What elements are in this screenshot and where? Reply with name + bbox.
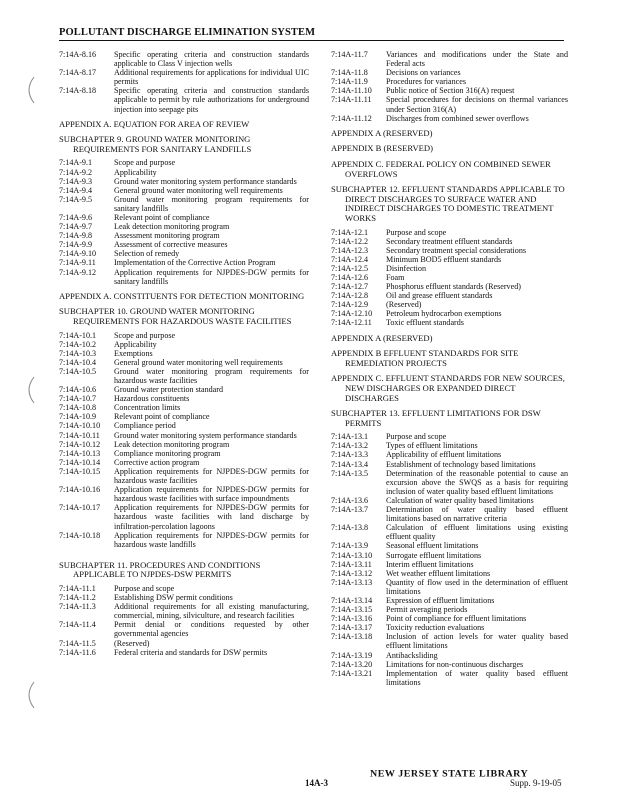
section-number: 7:14A-13.10 (331, 550, 373, 560)
toc-entry (331, 318, 568, 327)
toc-entry (331, 660, 568, 669)
section-title: Ground water protection standard (114, 385, 224, 395)
section-title: Secondary treatment special considerations (386, 245, 527, 255)
section-title: Leak detection monitoring program (114, 439, 230, 449)
section-number: 7:14A-13.12 (331, 568, 373, 578)
section-number: 7:14A-10.9 (59, 412, 97, 422)
toc-entry (59, 222, 309, 231)
toc-entry (331, 614, 568, 623)
section-number: 7:14A-12.5 (331, 263, 369, 273)
toc-entry (331, 505, 568, 523)
section-number: 7:14A-9.5 (59, 194, 93, 204)
toc-entry (59, 249, 309, 258)
toc-entry (331, 255, 568, 264)
section-title: Public notice of Section 316(A) request (386, 86, 515, 96)
running-header (59, 27, 564, 41)
section-title: Relevant point of compliance (114, 213, 210, 222)
section-number: 7:14A-10.1 (59, 330, 97, 340)
toc-entry (59, 331, 309, 340)
spacer (59, 549, 309, 555)
section-number: 7:14A-10.12 (59, 439, 101, 449)
toc-entry (59, 412, 309, 421)
toc-entry (331, 68, 568, 77)
section-title: Ground water monitoring system performance standards (114, 430, 297, 440)
supplement-date: Supp. 9-19-05 (510, 778, 562, 788)
section-title: Decisions on variances (386, 68, 461, 78)
section-title: Toxic effluent standards (386, 318, 464, 328)
section-title: Applicability of effluent limitations (386, 450, 502, 460)
library-stamp: NEW JERSEY STATE LIBRARY (370, 769, 529, 780)
toc-entry (331, 605, 568, 614)
section-title: Types of effluent limitations (386, 441, 478, 451)
toc-entry (59, 403, 309, 412)
section-number: 7:14A-10.2 (59, 339, 97, 349)
toc-entry (59, 268, 309, 286)
toc-entry (331, 469, 568, 496)
section-title: Application requirements for NJPDES-DGW permits for hazardous waste landfills (114, 530, 309, 549)
section-title: Toxicity reduction evaluations (386, 623, 485, 633)
section-heading: APPENDIX A. EQUATION FOR AREA OF REVIEW (59, 118, 250, 129)
section-title: General ground water monitoring well requirements (114, 357, 283, 367)
section-number: 7:14A-11.11 (331, 95, 372, 105)
section-number: 7:14A-8.18 (59, 86, 97, 96)
toc-entry (331, 441, 568, 450)
section-number: 7:14A-10.6 (59, 385, 97, 395)
section-number: 7:14A-10.18 (59, 530, 101, 540)
section-title: Application requirements for NJPDES-DGW permits for hazardous waste facilities with surface impoundments (114, 485, 309, 504)
section-number: 7:14A-12.9 (331, 300, 369, 310)
toc-entry (59, 358, 309, 367)
section-title: Specific operating criteria and construction standards applicable to Class V injection wells (114, 50, 309, 69)
section-number: 7:14A-13.7 (331, 505, 369, 515)
section-title: Application requirements for NJPDES-DGW permits for hazardous waste facilities with land discharge by infiltration-percolation lagoons (114, 503, 309, 531)
section-title: Implementation of water quality based effluent limitations (386, 668, 568, 687)
section-number: 7:14A-11.8 (331, 68, 368, 78)
toc-entry (331, 523, 568, 541)
section-number: 7:14A-10.5 (59, 366, 97, 376)
toc-entry (59, 648, 309, 657)
section-title: Calculation of water quality based limitations (386, 495, 534, 505)
section-number: 7:14A-11.7 (331, 50, 368, 59)
section-number: 7:14A-13.16 (331, 614, 373, 624)
section-title: Inclusion of action levels for water quality based effluent limitations (386, 632, 568, 651)
toc-entry (331, 496, 568, 505)
section-heading: SUBCHAPTER 11. PROCEDURES AND CONDITIONS APPLICABLE TO NJPDES-DSW PERMITS (59, 559, 261, 580)
section-title: Relevant point of compliance (114, 412, 210, 422)
toc-entry (331, 114, 568, 123)
binder-hole-mark-bottom (20, 680, 40, 710)
section-title: Exemptions (114, 348, 153, 358)
section-title: Scope and purpose (114, 158, 176, 168)
section-number: 7:14A-13.9 (331, 541, 369, 551)
section-title: Specific operating criteria and construction standards applicable to permit by rule authorizations for underground injection into seepage pits (114, 86, 309, 114)
header-title: POLLUTANT DISCHARGE ELIMINATION SYSTEM (59, 27, 316, 38)
left-column (59, 50, 309, 657)
section-title: Determination of water quality based effluent limitations based on narrative criteria (386, 505, 568, 524)
section-number: 7:14A-10.4 (59, 357, 97, 367)
section-number: 7:14A-10.3 (59, 348, 97, 358)
toc-entry (331, 560, 568, 569)
section-number: 7:14A-12.7 (331, 282, 369, 292)
toc-entry (59, 258, 309, 267)
binder-hole-mark-middle (20, 375, 40, 405)
section-number: 7:14A-9.4 (59, 185, 93, 195)
section-title: Special procedures for decisions on thermal variances under Section 316(A) (386, 95, 568, 114)
toc-entry (331, 632, 568, 650)
section-number: 7:14A-13.15 (331, 605, 373, 615)
section-number: 7:14A-13.18 (331, 632, 373, 642)
section-title: Implementation of the Corrective Action Program (114, 258, 276, 268)
section-number: 7:14A-13.6 (331, 495, 369, 505)
section-number: 7:14A-10.14 (59, 457, 101, 467)
section-title: Point of compliance for effluent limitations (386, 614, 527, 624)
section-number: 7:14A-11.1 (59, 583, 96, 593)
section-title: Permit averaging periods (386, 605, 468, 615)
section-title: Applicability (114, 167, 157, 177)
section-number: 7:14A-10.17 (59, 503, 101, 513)
section-heading: SUBCHAPTER 10. GROUND WATER MONITORING REQUIREMENTS FOR HAZARDOUS WASTE FACILITIES (59, 306, 292, 326)
toc-entry (331, 578, 568, 596)
toc-entry (59, 213, 309, 222)
section-title: Scope and purpose (114, 330, 176, 340)
section-number: 7:14A-13.8 (331, 523, 369, 533)
section-number: 7:14A-12.2 (331, 236, 369, 246)
section-number: 7:14A-10.10 (59, 421, 101, 431)
section-heading: APPENDIX A (RESERVED) (331, 127, 433, 138)
toc-entry (331, 291, 568, 300)
section-number: 7:14A-13.17 (331, 623, 373, 633)
toc-entry (59, 68, 309, 86)
section-number: 7:14A-11.2 (59, 593, 96, 603)
section-title: Minimum BOD5 effluent standards (386, 254, 502, 264)
section-title: Variances and modifications under the State and Federal acts (386, 50, 568, 69)
section-title: Purpose and scope (386, 432, 447, 442)
section-title: Concentration limits (114, 403, 181, 413)
section-title: Additional requirements for all existing manufacturing, commercial, mining, silviculture, and research facilities (114, 602, 309, 621)
section-title: Purpose and scope (386, 227, 447, 237)
section-title: (Reserved) (386, 300, 422, 310)
toc-entry (331, 432, 568, 441)
toc-entry (331, 669, 568, 687)
toc-entry (59, 503, 309, 530)
section-number: 7:14A-11.12 (331, 113, 372, 123)
section-title: Establishment of technology based limitations (386, 459, 536, 469)
toc-entry (59, 602, 309, 620)
right-column (331, 50, 568, 687)
section-title: Federal criteria and standards for DSW permits (114, 647, 268, 657)
toc-entry (59, 177, 309, 186)
section-number: 7:14A-13.2 (331, 441, 369, 451)
section-title: Purpose and scope (114, 583, 175, 593)
page-number: 14A-3 (305, 778, 328, 788)
section-title: Determination of the reasonable potential to cause an excursion above the SWQS as a basis for requiring inclusion of water quality based effluent limitations (386, 468, 568, 496)
section-title: Interim effluent limitations (386, 559, 474, 569)
section-number: 7:14A-11.6 (59, 647, 96, 657)
section-number: 7:14A-9.11 (59, 258, 96, 268)
toc-entry (59, 394, 309, 403)
section-number: 7:14A-10.8 (59, 403, 97, 413)
section-number: 7:14A-12.10 (331, 309, 373, 319)
section-title: (Reserved) (114, 638, 150, 648)
section-title: Ground water monitoring program requirements for sanitary landfills (114, 194, 309, 213)
section-heading: SUBCHAPTER 12. EFFLUENT STANDARDS APPLICABLE TO DIRECT DISCHARGES TO SURFACE WATER AND INDIRECT DISCHARGES TO DOMESTIC TREATMENT WORKS (331, 184, 565, 223)
toc-entry (59, 349, 309, 358)
toc-entry (331, 237, 568, 246)
section-title: Discharges from combined sewer overflows (386, 113, 529, 123)
toc-entry (331, 309, 568, 318)
section-number: 7:14A-12.6 (331, 272, 369, 282)
toc-entry (59, 367, 309, 385)
section-number: 7:14A-12.8 (331, 291, 369, 301)
section-title: Antibacksliding (386, 650, 438, 660)
toc-entry (59, 168, 309, 177)
section-title: Limitations for non-continuous discharges (386, 659, 524, 669)
toc-entry (59, 421, 309, 430)
toc-entry (331, 77, 568, 86)
section-number: 7:14A-13.5 (331, 468, 369, 478)
binder-hole-mark-top (20, 75, 40, 105)
toc-entry (59, 340, 309, 349)
toc-entry (331, 541, 568, 550)
section-heading: APPENDIX A (RESERVED) (331, 332, 433, 343)
toc-entry (59, 50, 309, 68)
toc-entry (59, 195, 309, 213)
section-number: 7:14A-8.16 (59, 50, 97, 59)
section-number: 7:14A-10.15 (59, 466, 101, 476)
section-heading: APPENDIX C. FEDERAL POLICY ON COMBINED SEWER OVERFLOWS (331, 158, 551, 179)
section-number: 7:14A-10.16 (59, 485, 101, 495)
section-number: 7:14A-11.9 (331, 77, 368, 87)
section-number: 7:14A-8.17 (59, 68, 97, 78)
section-number: 7:14A-13.20 (331, 659, 373, 669)
toc-entry (59, 467, 309, 485)
section-title: Foam (386, 272, 405, 282)
toc-entry (59, 231, 309, 240)
section-title: Secondary treatment effluent standards (386, 236, 513, 246)
toc-entry (331, 273, 568, 282)
section-number: 7:14A-9.8 (59, 231, 93, 241)
section-number: 7:14A-9.12 (59, 267, 97, 277)
section-number: 7:14A-10.13 (59, 448, 101, 458)
section-heading: SUBCHAPTER 13. EFFLUENT LIMITATIONS FOR DSW PERMITS (331, 408, 541, 428)
toc-entry (59, 158, 309, 167)
section-title: Applicability (114, 339, 157, 349)
section-number: 7:14A-9.9 (59, 240, 93, 250)
toc-entry (331, 596, 568, 605)
section-title: Compliance monitoring program (114, 448, 221, 458)
section-number: 7:14A-9.3 (59, 176, 93, 186)
section-number: 7:14A-11.4 (59, 620, 96, 630)
section-number: 7:14A-13.3 (331, 450, 369, 460)
section-number: 7:14A-13.4 (331, 459, 369, 469)
toc-entry (59, 620, 309, 638)
section-heading: APPENDIX A. CONSTITUENTS FOR DETECTION MONITORING (59, 290, 305, 301)
section-number: 7:14A-13.19 (331, 650, 373, 660)
toc-entry (331, 86, 568, 95)
toc-entry (331, 282, 568, 291)
section-number: 7:14A-13.14 (331, 595, 373, 605)
toc-entry (59, 449, 309, 458)
section-number: 7:14A-11.5 (59, 638, 96, 648)
section-title: Calculation of effluent limitations using existing effluent quality (386, 523, 568, 542)
toc-entry (59, 240, 309, 249)
section-heading: APPENDIX C. EFFLUENT STANDARDS FOR NEW SOURCES, NEW DISCHARGES OR EXPANDED DIRECT DISCHARGES (331, 373, 565, 403)
toc-entry (59, 186, 309, 195)
section-title: Application requirements for NJPDES-DGW permits for hazardous waste facilities (114, 466, 309, 486)
section-title: Oil and grease effluent standards (386, 291, 493, 301)
section-number: 7:14A-11.10 (331, 86, 372, 96)
section-title: Selection of remedy (114, 249, 180, 259)
section-number: 7:14A-12.3 (331, 245, 369, 255)
section-title: Assessment of corrective measures (114, 240, 228, 250)
section-title: Hazardous constituents (114, 394, 190, 404)
section-title: Procedures for variances (386, 77, 467, 87)
section-title: Ground water monitoring program requirements for hazardous waste facilities (114, 366, 309, 385)
toc-entry (59, 440, 309, 449)
section-number: 7:14A-11.3 (59, 602, 96, 612)
section-number: 7:14A-12.11 (331, 318, 372, 328)
toc-entry (331, 450, 568, 459)
toc-entry (331, 623, 568, 632)
section-number: 7:14A-12.4 (331, 254, 369, 264)
section-heading: SUBCHAPTER 9. GROUND WATER MONITORING REQUIREMENTS FOR SANITARY LANDFILLS (59, 134, 252, 154)
section-number: 7:14A-9.6 (59, 213, 93, 222)
toc-entry (331, 551, 568, 560)
section-title: Permit denial or conditions requested by other governmental agencies (114, 620, 309, 639)
toc-entry (59, 485, 309, 503)
toc-entry (59, 584, 309, 593)
section-number: 7:14A-10.7 (59, 394, 97, 404)
toc-entry (331, 300, 568, 309)
section-number: 7:14A-13.1 (331, 432, 369, 442)
toc-entry (59, 639, 309, 648)
section-title: Disinfection (386, 263, 427, 273)
section-heading: APPENDIX B EFFLUENT STANDARDS FOR SITE REMEDIATION PROJECTS (331, 348, 519, 368)
toc-entry (59, 86, 309, 113)
section-title: Phosphorus effluent standards (Reserved) (386, 282, 521, 292)
toc-entry (331, 246, 568, 255)
section-title: Quantity of flow used in the determination of effluent limitations (386, 577, 568, 596)
section-title: Establishing DSW permit conditions (114, 593, 233, 603)
toc-entry (59, 431, 309, 440)
section-heading: APPENDIX B (RESERVED) (331, 143, 433, 154)
section-number: 7:14A-9.2 (59, 167, 93, 177)
section-title: Leak detection monitoring program (114, 222, 230, 232)
toc-entry (331, 569, 568, 578)
section-number: 7:14A-9.7 (59, 222, 93, 232)
section-number: 7:14A-13.21 (331, 668, 373, 678)
section-number: 7:14A-9.10 (59, 249, 97, 259)
section-title: General ground water monitoring well requirements (114, 185, 283, 195)
toc-entry (59, 458, 309, 467)
section-title: Wet weather effluent limitations (386, 568, 491, 578)
toc-entry (331, 228, 568, 237)
section-number: 7:14A-9.1 (59, 158, 93, 168)
page-footer (0, 769, 618, 789)
section-title: Application requirements for NJPDES-DGW permits for sanitary landfills (114, 267, 309, 286)
section-title: Expression of effluent limitations (386, 595, 495, 605)
section-title: Corrective action program (114, 457, 200, 467)
toc-entry (59, 385, 309, 394)
toc-entry (331, 460, 568, 469)
toc-entry (59, 531, 309, 549)
section-title: Compliance period (114, 421, 176, 431)
section-title: Ground water monitoring system performance standards (114, 176, 297, 186)
section-number: 7:14A-10.11 (59, 430, 100, 440)
toc-entry (331, 264, 568, 273)
section-number: 7:14A-13.13 (331, 577, 373, 587)
toc-entry (59, 593, 309, 602)
section-title: Surrogate effluent limitations (386, 550, 482, 560)
toc-entry (331, 651, 568, 660)
section-number: 7:14A-12.1 (331, 227, 369, 237)
toc-entry (331, 50, 568, 68)
toc-entry (331, 95, 568, 113)
section-title: Additional requirements for applications for individual UIC permits (114, 68, 309, 87)
section-title: Petroleum hydrocarbon exemptions (386, 309, 502, 319)
section-title: Seasonal effluent limitations (386, 541, 479, 551)
section-number: 7:14A-13.11 (331, 559, 372, 569)
section-title: Assessment monitoring program (114, 231, 220, 241)
